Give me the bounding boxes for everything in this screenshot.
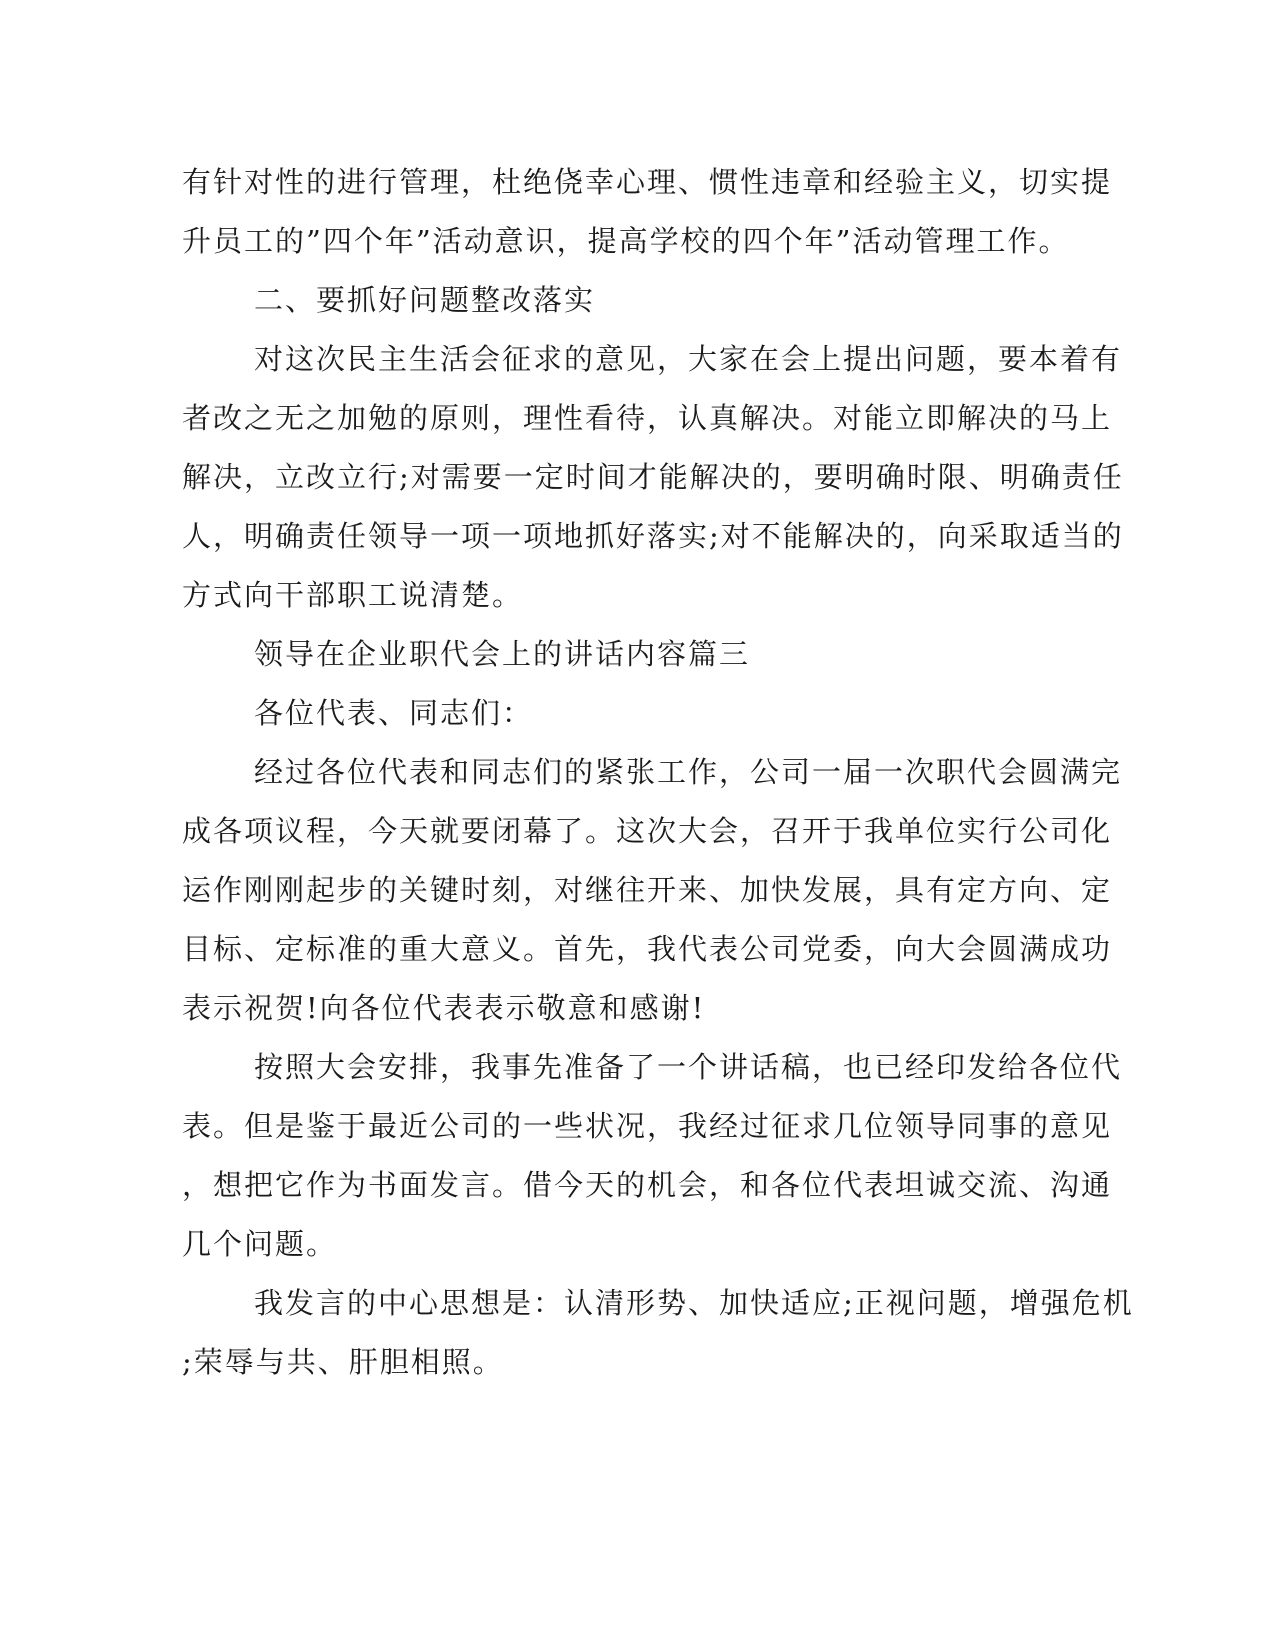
section-title: 领导在企业职代会上的讲话内容篇三	[254, 637, 751, 671]
text-line: 表。但是鉴于最近公司的一些状况，我经过征求几位领导同事的意见	[182, 1109, 1113, 1143]
text-line: 按照大会安排，我事先准备了一个讲话稿，也已经印发给各位代	[254, 1050, 1123, 1084]
text-line: ，想把它作为书面发言。借今天的机会，和各位代表坦诚交流、沟通	[182, 1168, 1113, 1202]
text-line: 经过各位代表和同志们的紧张工作，公司一届一次职代会圆满完	[254, 755, 1123, 789]
text-line: 者改之无之加勉的原则，理性看待，认真解决。对能立即解决的马上	[182, 401, 1113, 435]
text-line: ;荣辱与共、肝胆相照。	[182, 1345, 504, 1379]
text-line: 表示祝贺!向各位代表表示敬意和感谢!	[182, 991, 706, 1025]
text-line: 对这次民主生活会征求的意见，大家在会上提出问题，要本着有	[254, 342, 1123, 376]
text-line: 成各项议程，今天就要闭幕了。这次大会，召开于我单位实行公司化	[182, 814, 1113, 848]
text-line: 解决，立改立行;对需要一定时间才能解决的，要明确时限、明确责任	[182, 460, 1124, 494]
text-line: 方式向干部职工说清楚。	[182, 578, 524, 612]
text-line: 运作刚刚起步的关键时刻，对继往开来、加快发展，具有定方向、定	[182, 873, 1113, 907]
section-heading: 二、要抓好问题整改落实	[254, 283, 596, 317]
text-line: 有针对性的进行管理，杜绝侥幸心理、惯性违章和经验主义，切实提	[182, 165, 1113, 199]
text-line: 升员工的”四个年”活动意识，提高学校的四个年”活动管理工作。	[182, 224, 1070, 258]
salutation: 各位代表、同志们：	[254, 696, 534, 730]
text-line: 几个问题。	[182, 1227, 338, 1261]
text-line: 人，明确责任领导一项一项地抓好落实;对不能解决的，向采取适当的	[182, 519, 1124, 553]
text-line: 目标、定标准的重大意义。首先，我代表公司党委，向大会圆满成功	[182, 932, 1113, 966]
text-line: 我发言的中心思想是：认清形势、加快适应;正视问题，增强危机	[254, 1286, 1134, 1320]
document-body	[182, 157, 1134, 1396]
